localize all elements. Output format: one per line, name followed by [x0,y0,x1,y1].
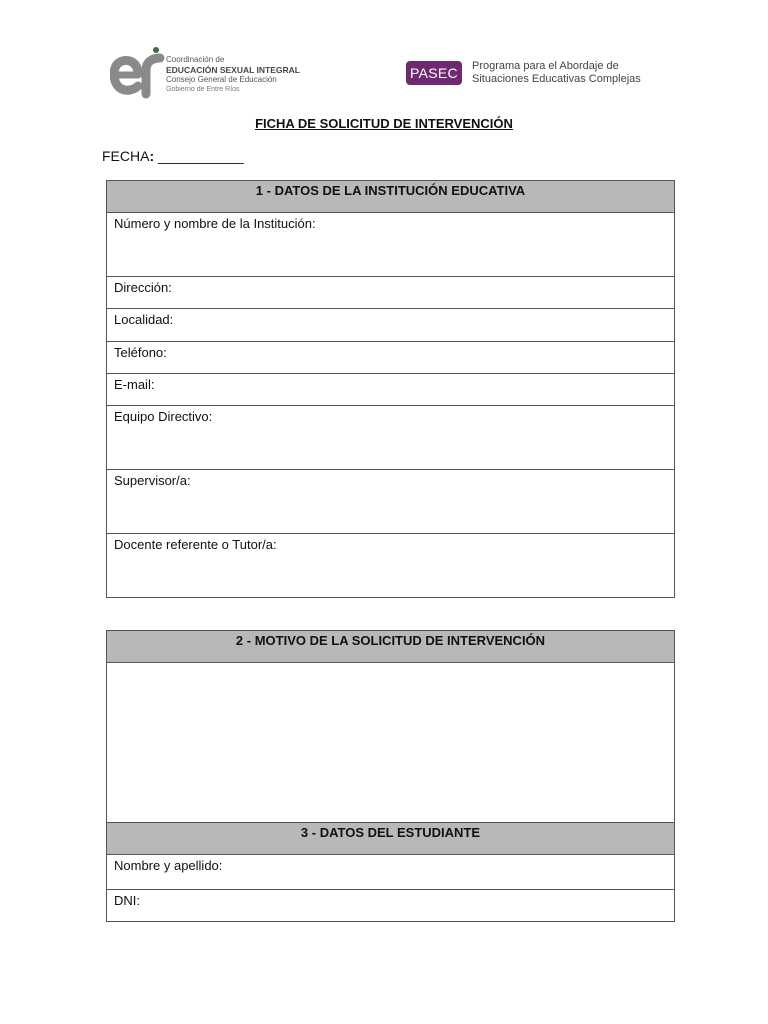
esi-line1: Coordinación de [166,55,225,64]
institution-name-field[interactable]: Número y nombre de la Institución: [107,213,675,277]
section1-table [106,180,675,598]
esi-line3: Consejo General de Educación [166,75,277,84]
fecha-field [102,148,244,164]
supervisor-field[interactable]: Supervisor/a: [107,470,675,534]
esi-line2: EDUCACIÓN SEXUAL INTEGRAL [166,65,300,75]
locality-field[interactable]: Localidad: [107,309,675,342]
fecha-label: FECHA [102,148,150,164]
email-field[interactable]: E-mail: [107,374,675,406]
esi-logo [110,46,310,100]
motive-field[interactable] [107,663,675,823]
tutor-field[interactable]: Docente referente o Tutor/a: [107,534,675,598]
esi-line4: Gobierno de Entre Ríos [166,86,240,93]
pasec-badge: PASEC [406,61,462,85]
section3-heading: 3 - DATOS DEL ESTUDIANTE [107,823,675,855]
fecha-colon: : [149,148,155,164]
management-team-field[interactable]: Equipo Directivo: [107,406,675,470]
dni-field[interactable]: DNI: [107,890,675,922]
pasec-line1: Programa para el Abordaje de [472,60,619,72]
address-field[interactable]: Dirección: [107,277,675,309]
pasec-logo [406,58,656,92]
phone-field[interactable]: Teléfono: [107,342,675,374]
section1-heading: 1 - DATOS DE LA INSTITUCIÓN EDUCATIVA [107,181,675,213]
er-logo-icon [110,46,166,100]
page-title: FICHA DE SOLICITUD DE INTERVENCIÓN [255,116,513,131]
student-name-field[interactable]: Nombre y apellido: [107,855,675,890]
section2-table [106,630,675,922]
fecha-blank: ___________ [154,148,244,164]
section2-heading: 2 - MOTIVO DE LA SOLICITUD DE INTERVENCIÓN [107,631,675,663]
pasec-line2: Situaciones Educativas Complejas [472,73,641,85]
